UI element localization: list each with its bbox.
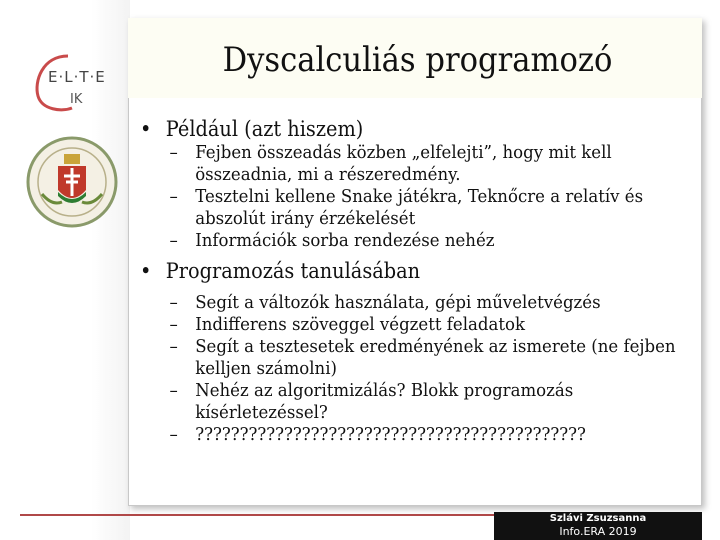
bullet-section-examples <box>140 116 692 142</box>
footer-event: Info.ERA 2019 <box>559 525 637 538</box>
bullet-text: Például (azt hiszem) <box>165 117 364 141</box>
dash-icon: – <box>169 142 178 163</box>
bullet-section-learning <box>140 258 692 284</box>
sub-bullet <box>140 292 692 314</box>
bullet-text: Programozás tanulásában <box>165 259 421 283</box>
bullet-dot-icon: • <box>140 117 152 141</box>
dash-icon: – <box>169 424 178 445</box>
footer-box <box>494 512 702 540</box>
footer-author: Szlávi Zsuzsanna <box>549 513 647 524</box>
sub-bullet <box>140 380 692 424</box>
dash-icon: – <box>169 380 178 401</box>
sub-bullet <box>140 142 692 186</box>
slide-content <box>140 112 700 446</box>
sub-bullet-text: Segít a tesztesetek eredményének az ismerete (ne fejben kelljen számolni) <box>195 336 676 379</box>
bullet-dot-icon: • <box>140 259 152 283</box>
sub-bullet-text: Nehéz az algoritmizálás? Blokk programozás kísérletezéssel? <box>195 380 574 423</box>
elte-logo-text: E·L·T·E <box>48 68 106 86</box>
sub-bullet-text: Információk sorba rendezése nehéz <box>195 230 495 251</box>
university-crest-icon <box>22 132 122 232</box>
elte-ik-text: IK <box>70 92 83 107</box>
dash-icon: – <box>169 336 178 357</box>
dash-icon: – <box>169 314 178 335</box>
spacer <box>140 284 700 292</box>
sub-bullet <box>140 336 692 380</box>
dash-icon: – <box>169 292 178 313</box>
sub-bullet <box>140 186 692 230</box>
sub-bullet <box>140 314 692 336</box>
sub-bullet-text: Tesztelni kellene Snake játékra, Teknőcre a relatív és abszolút irány érzékelését <box>195 186 644 229</box>
sub-bullet <box>140 230 692 252</box>
sub-bullet-text: Indifferens szöveggel végzett feladatok <box>195 314 526 335</box>
dash-icon: – <box>169 230 178 251</box>
sub-bullet-text: ???????????????????????????????????????????? <box>195 424 586 445</box>
sub-bullet-text: Segít a változók használata, gépi műveletvégzés <box>195 292 601 313</box>
sub-bullet <box>140 424 692 446</box>
dash-icon: – <box>169 186 178 207</box>
sub-bullet-text: Fejben összeadás közben „elfelejti”, hogy mit kell összeadnia, mi a részeredmény. <box>195 142 612 185</box>
slide-title: Dyscalculiás programozó <box>222 40 613 80</box>
